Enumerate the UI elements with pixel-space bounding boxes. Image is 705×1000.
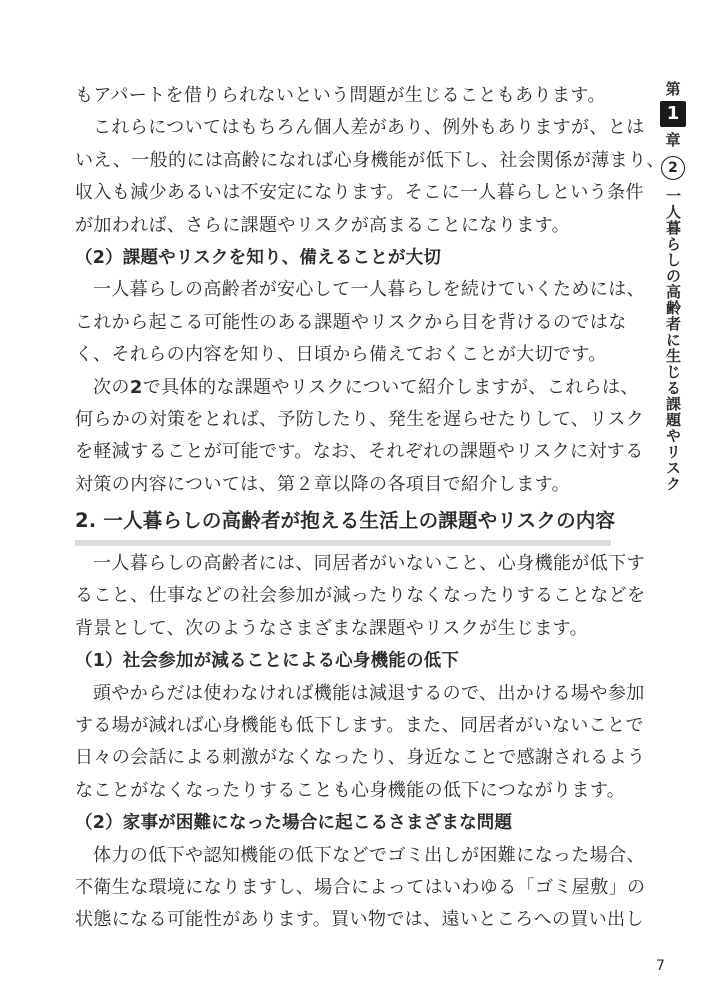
body-line: 不衛生な環境になりますし、場合によってはいわゆる「ゴミ屋敷」の: [75, 876, 646, 898]
body-line: 収入も減少あるいは不安定になります。そこに一人暮らしという条件: [75, 182, 644, 204]
body-line: ること、仕事などの社会参加が減ったりなくなったりすることなどを: [75, 585, 646, 607]
body-line: 日々の会話による刺激がなくなったり、身近なことで感謝されるよう: [75, 747, 646, 769]
body-line: する場が減れば心身機能も低下します。また、同居者がいないことで: [75, 715, 644, 737]
subheading: （2）課題やリスクを知り、備えることが大切: [75, 247, 442, 268]
subheading: （1）社会参加が減ることによる心身機能の低下: [75, 651, 460, 672]
body-line: [75, 372, 639, 404]
body-line: く、それらの内容を知り、日頃から備えておくことが大切です。: [75, 344, 607, 366]
body-text: で具体的な課題やリスクについて紹介しますが、これらは、: [142, 376, 639, 398]
body-text: 次の: [93, 376, 130, 398]
body-line: 背景として、次のようなさまざまな課題やリスクが生じます。: [75, 617, 589, 639]
body-line: これらについてはもちろん個人差があり、例外もありますが、とは: [93, 117, 645, 139]
page-body: [75, 80, 665, 937]
body-line: もアパートを借りられないという問題が生じることもあります。: [75, 85, 606, 106]
body-line: 体力の低下や認知機能の低下などでゴミ出しが困難になった場合、: [93, 844, 645, 866]
section-heading: 2. 一人暮らしの高齢者が抱える生活上の課題やリスクの内容: [75, 504, 611, 546]
section-number-circle: 2: [661, 156, 685, 180]
body-line: これから起こる可能性のある課題やリスクから目を背けるのではな: [75, 311, 627, 333]
body-line: 何らかの対策をとれば、予防したり、発生を遅らせたりして、リスク: [75, 408, 645, 430]
body-line: 頭やからだは使わなければ機能は減退するので、出かける場や参加: [93, 682, 645, 704]
body-line: 対策の内容については、第２章以降の各項目で紹介します。: [75, 473, 570, 495]
body-line: 一人暮らしの高齢者が安心して一人暮らしを続けていくためには、: [93, 279, 645, 301]
body-line: いえ、一般的には高齢になれば心身機能が低下し、社会関係が薄まり、: [75, 149, 665, 171]
page-number: 7: [656, 958, 665, 974]
sidebar-section-title: 一人暮らしの高齢者に生じる課題やリスク: [664, 188, 682, 492]
subheading: （2）家事が困難になった場合に起こるさまざまな問題: [75, 813, 513, 834]
section-ref-number: 2: [129, 376, 143, 398]
body-line: が加われば、さらに課題やリスクが高まることになります。: [75, 214, 570, 236]
chapter-suffix: 章: [665, 131, 681, 149]
body-line: 状態になる可能性があります。買い物では、遠いところへの買い出し: [75, 909, 644, 931]
body-line: を軽減することが可能です。なお、それぞれの課題やリスクに対する: [75, 441, 644, 463]
chapter-sidebar: [658, 80, 688, 492]
chapter-prefix: 第: [665, 80, 681, 98]
body-line: なことがなくなったりすることも心身機能の低下につながります。: [75, 779, 626, 801]
body-line: 一人暮らしの高齢者には、同居者がいないこと、心身機能が低下す: [93, 553, 645, 575]
chapter-number-badge: 1: [660, 101, 686, 127]
